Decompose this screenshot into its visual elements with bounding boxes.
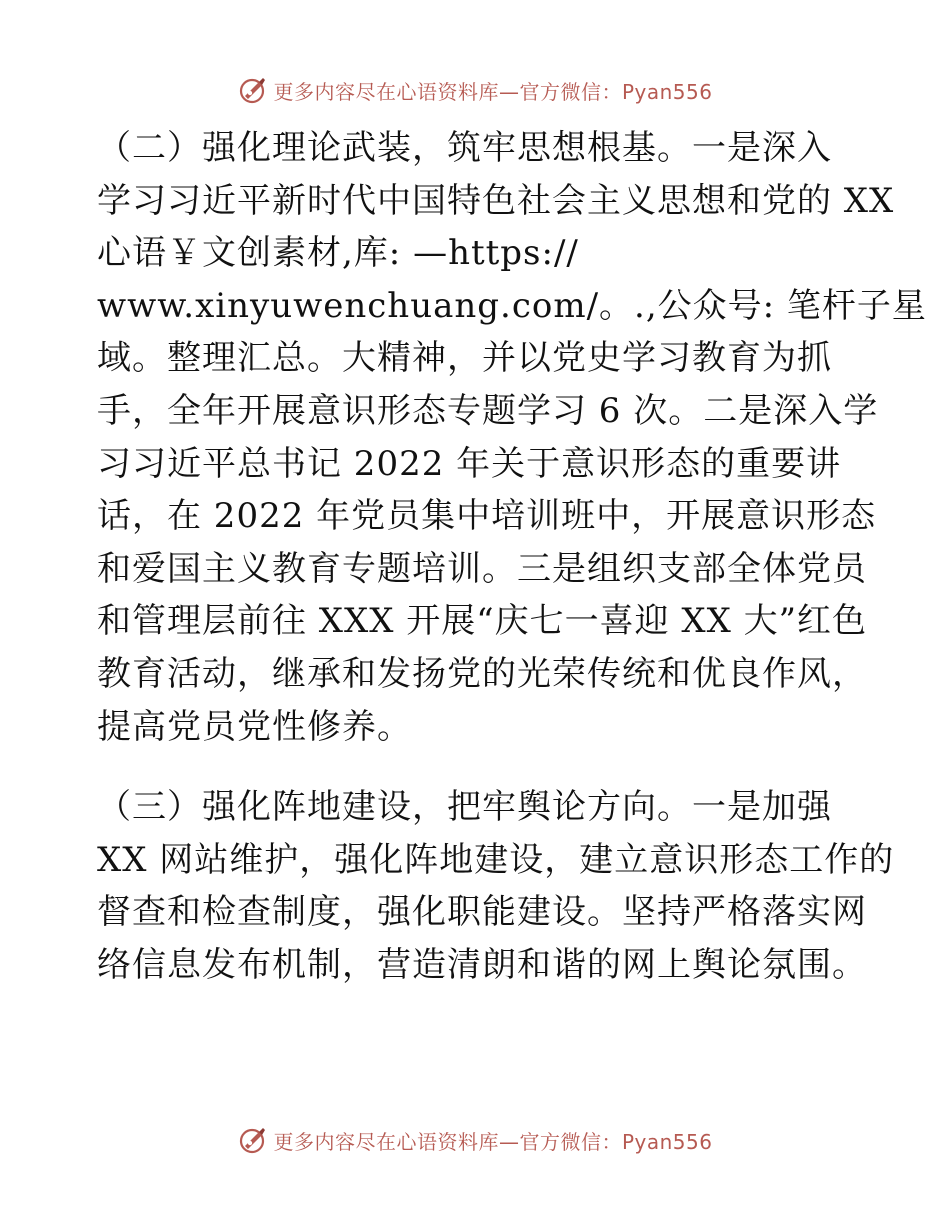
text-line: （三）强化阵地建设，把牢舆论方向。一是加强: [97, 787, 832, 828]
header-watermark-text: 更多内容尽在心语资料库—官方微信：Pyan556: [273, 79, 713, 104]
paragraph-section-3: [97, 781, 895, 991]
text-line: 督查和检查制度，强化职能建设。坚持严格落实网: [97, 892, 867, 933]
text-line: 习习近平总书记 2022 年关于意识形态的重要讲: [97, 443, 842, 484]
pen-logo-icon: [237, 1124, 269, 1156]
text-line: 学习习近平新时代中国特色社会主义思想和党的 XX: [97, 180, 895, 221]
paragraph-gap: [97, 753, 877, 781]
text-line: www.xinyuwenchuang.com/。.,公众号: 笔杆子星: [97, 285, 927, 326]
text-line: XX 网站维护，强化阵地建设，建立意识形态工作的: [97, 839, 895, 880]
text-line: 手，全年开展意识形态专题学习 6 次。二是深入学: [97, 390, 879, 431]
footer-watermark-text: 更多内容尽在心语资料库—官方微信：Pyan556: [273, 1129, 713, 1154]
text-line: 和管理层前往 XXX 开展“庆七一喜迎 XX 大”红色: [97, 601, 868, 642]
text-line: 和爱国主义教育专题培训。三是组织支部全体党员: [97, 548, 867, 589]
text-line: 心语￥文创素材,库: —https://: [97, 233, 579, 274]
footer-watermark: [0, 1120, 950, 1160]
text-line: 络信息发布机制，营造清朗和谐的网上舆论氛围。: [97, 944, 867, 985]
header-watermark: [0, 70, 950, 110]
pen-logo-icon: [237, 74, 269, 106]
text-line: （二）强化理论武装，筑牢思想根基。一是深入: [97, 128, 832, 168]
text-line: 域。整理汇总。大精神，并以党史学习教育为抓: [97, 338, 832, 379]
text-line: 话，在 2022 年党员集中培训班中，开展意识形态: [97, 496, 877, 537]
text-line: 教育活动，继承和发扬党的光荣传统和优良作风，: [97, 653, 867, 694]
text-line: 提高党员党性修养。: [97, 706, 412, 747]
document-body: [97, 122, 927, 992]
paragraph-section-2: [97, 122, 927, 753]
